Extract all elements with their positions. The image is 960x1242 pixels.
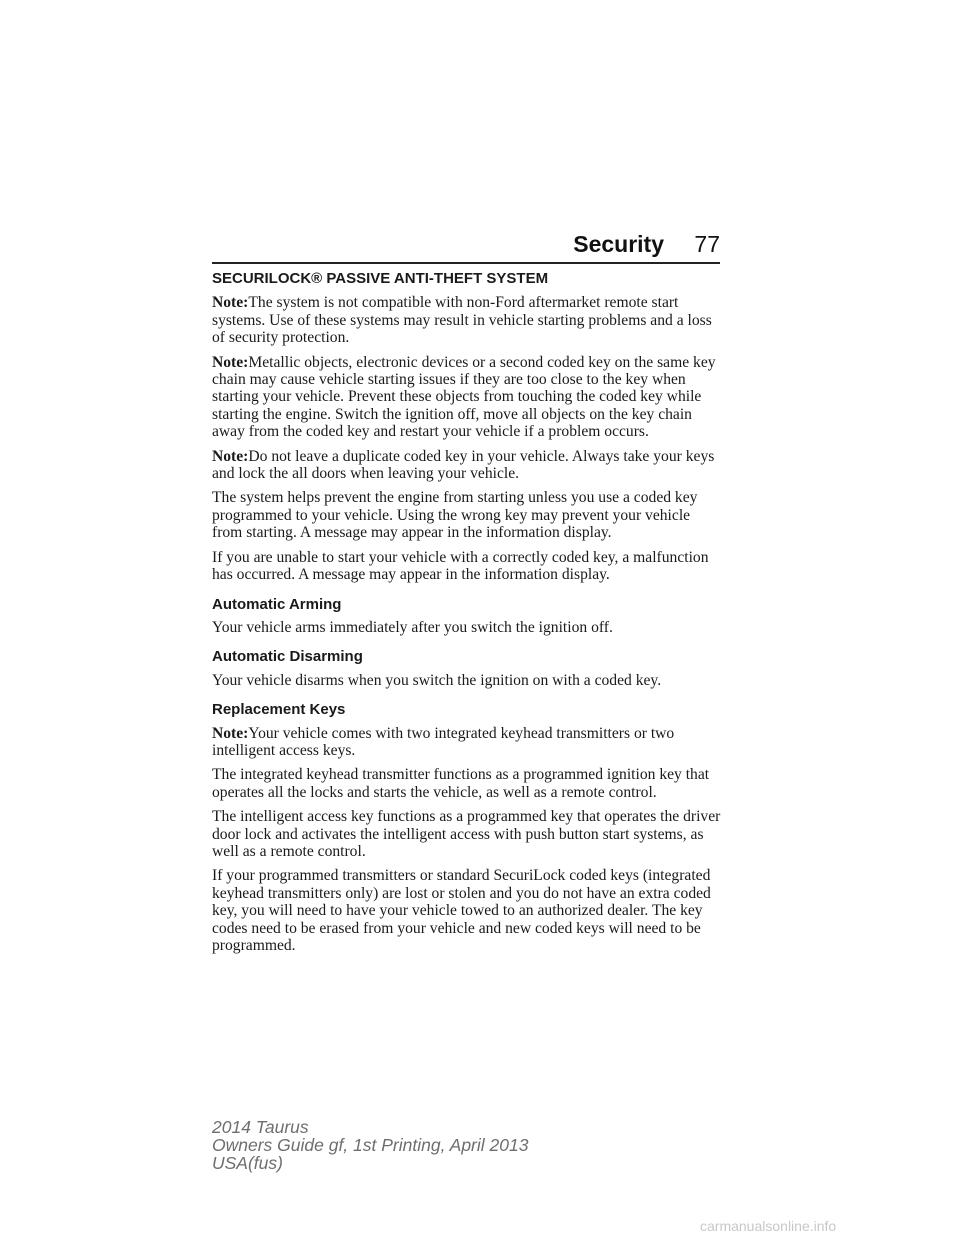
page-header <box>212 228 720 264</box>
section-header-title: Security <box>573 231 664 257</box>
body-paragraph: Your vehicle disarms when you switch the ignition on with a coded key. <box>212 671 662 689</box>
note-label: Note: <box>212 724 249 742</box>
footer-edition: Owners Guide gf, 1st Printing, April 2013 <box>212 1135 529 1155</box>
note-text: Metallic objects, electronic devices or a second coded key on the same key chain may cause vehicle starting issues if they are too close to the key when starting your vehicle. Prevent these objects from touching the coded key while starting the engine. Switch the ignition off, move all objects on the key chain away from the coded key and restart your vehicle if a problem occurs. <box>212 353 716 441</box>
note-text: The system is not compatible with non-Ford aftermarket remote start systems. Use of these systems may result in vehicle starting problems and a loss of security protection. <box>212 294 712 347</box>
section-title: SECURILOCK® PASSIVE ANTI-THEFT SYSTEM <box>212 270 549 287</box>
note-label: Note: <box>212 353 249 371</box>
body-paragraph: Your vehicle arms immediately after you switch the ignition off. <box>212 618 613 636</box>
body-paragraph: The intelligent access key functions as a programmed key that operates the driver door lock and activates the intelligent access with push button start systems, as well as a remote control. <box>212 808 721 860</box>
footer-region-main: USA <box>212 1153 248 1173</box>
note-paragraph <box>212 354 724 441</box>
page-content <box>212 270 724 961</box>
body-paragraph: If you are unable to start your vehicle with a correctly coded key, a malfunction has occurred. A message may appear in the information display. <box>212 548 709 584</box>
page-number: 77 <box>694 231 720 257</box>
body-paragraph: The system helps prevent the engine from starting unless you use a coded key programmed to your vehicle. Using the wrong key may prevent your vehicle from starting. A message may appear in the information display. <box>212 489 698 542</box>
footer-region <box>212 1154 528 1172</box>
subheading-automatic-arming: Automatic Arming <box>212 595 342 613</box>
footer-region-code: (fus) <box>247 1153 283 1173</box>
note-label: Note: <box>212 294 249 312</box>
note-text: Do not leave a duplicate coded key in your vehicle. Always take your keys and lock the all doors when leaving your vehicle. <box>212 447 715 483</box>
note-paragraph <box>212 725 724 760</box>
subheading-automatic-disarming: Automatic Disarming <box>212 648 363 666</box>
note-paragraph <box>212 294 724 346</box>
note-text: Your vehicle comes with two integrated keyhead transmitters or two intelligent access keys. <box>212 724 675 759</box>
footer-model: 2014 Taurus <box>212 1117 309 1137</box>
note-paragraph <box>212 448 724 483</box>
note-label: Note: <box>212 447 249 465</box>
body-paragraph: If your programmed transmitters or standard SecuriLock coded keys (integrated keyhead transmitters only) are lost or stolen and you do not have an extra coded key, you will need to have your vehicle towed to an authorized dealer. The key codes need to be erased from your vehicle and new coded keys will need to be programmed. <box>212 867 711 954</box>
subheading-replacement-keys: Replacement Keys <box>212 701 346 719</box>
document-footer <box>212 1118 528 1172</box>
body-paragraph: The integrated keyhead transmitter functions as a programmed ignition key that operates all the locks and starts the vehicle, as well as a remote control. <box>212 766 710 801</box>
watermark: carmanualsonline.info <box>700 1218 837 1234</box>
